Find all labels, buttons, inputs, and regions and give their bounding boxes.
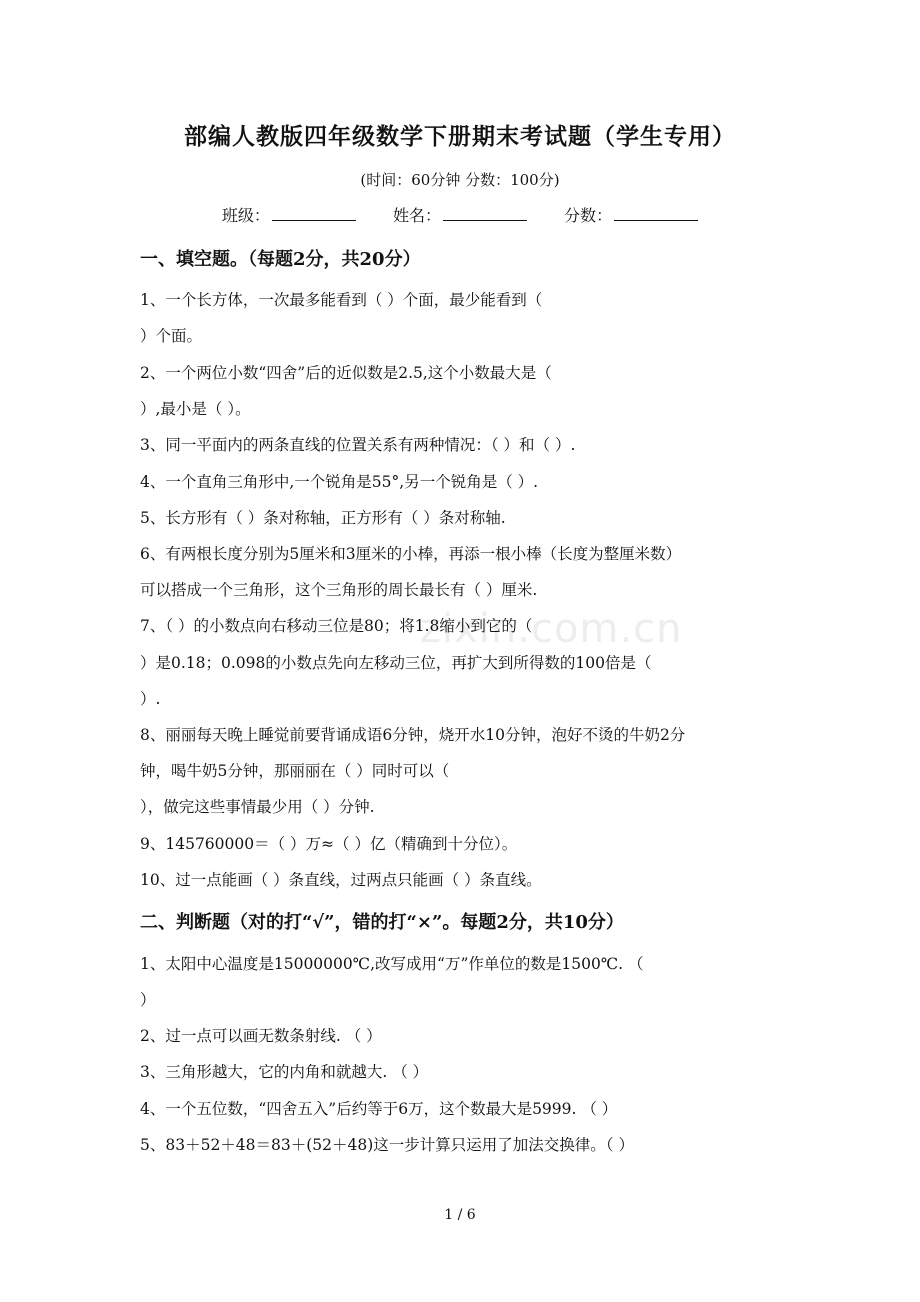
question-line: 钟，喝牛奶5分钟，那丽丽在（ ）同时可以（ xyxy=(140,762,450,780)
score-label: 分数： xyxy=(564,206,613,225)
page-title: 部编人教版四年级数学下册期末考试题（学生专用） xyxy=(184,123,736,150)
question-line: 1、一个长方体，一次最多能看到（ ）个面，最少能看到（ xyxy=(140,291,543,309)
section-heading-fill-blank: 一、填空题。（每题2分，共20分） xyxy=(140,249,421,270)
question-line: ）是0.18；0.098的小数点先向左移动三位，再扩大到所得数的100倍是（ xyxy=(140,654,652,672)
question-line: 可以搭成一个三角形，这个三角形的周长最长有（ ）厘米. xyxy=(140,581,538,599)
question-line: 8、丽丽每天晚上睡觉前要背诵成语6分钟，烧开水10分钟，泡好不烫的牛奶2分 xyxy=(140,726,686,744)
score-blank xyxy=(614,206,698,221)
question-line: 4、一个五位数，“四舍五入”后约等于6万，这个数最大是5999. （ ） xyxy=(140,1100,618,1118)
question-line: 1、太阳中心温度是15000000℃,改写成用“万”作单位的数是1500℃. （ xyxy=(140,955,644,973)
section-heading-true-false: 二、判断题（对的打“√”，错的打“×”。每题2分，共10分） xyxy=(140,912,624,933)
name-label: 姓名： xyxy=(392,206,441,225)
question-line: ）. xyxy=(140,690,161,708)
question-line: 6、有两根长度分别为5厘米和3厘米的小棒，再添一根小棒（长度为整厘米数） xyxy=(140,545,682,563)
student-info-line xyxy=(0,203,920,226)
score-field xyxy=(564,203,698,226)
question-line: 5、长方形有（ ）条对称轴，正方形有（ ）条对称轴. xyxy=(140,509,506,527)
class-blank xyxy=(272,206,356,221)
question-line: 3、同一平面内的两条直线的位置关系有两种情况：（ ）和（ ）. xyxy=(140,436,576,454)
question-line: ）,最小是（ ）。 xyxy=(140,400,251,418)
name-blank xyxy=(443,206,527,221)
question-line: 9、145760000＝（ ）万≈（ ）亿（精确到十分位）。 xyxy=(140,835,518,853)
watermark-text: zixin.com.cn xyxy=(420,606,683,652)
question-line: 7、（ ）的小数点向右移动三位是80；将1.8缩小到它的（ xyxy=(140,617,533,635)
question-line: ）个面。 xyxy=(140,327,203,345)
class-field xyxy=(222,203,356,226)
question-line: 5、83＋52＋48＝83＋(52＋48)这一步计算只运用了加法交换律。（ ） xyxy=(140,1136,634,1154)
page-number: 1 / 6 xyxy=(444,1207,476,1223)
question-line: 4、一个直角三角形中,一个锐角是55°,另一个锐角是（ ）. xyxy=(140,473,539,491)
question-line: ） xyxy=(140,991,156,1009)
question-line: 3、三角形越大，它的内角和就越大. （ ） xyxy=(140,1063,429,1081)
name-field xyxy=(393,203,527,226)
exam-time-score: (时间：60分钟 分数：100分) xyxy=(360,171,560,189)
question-line: 2、一个两位小数“四舍”后的近似数是2.5,这个小数最大是（ xyxy=(140,364,552,382)
question-line: ），做完这些事情最少用（ ）分钟. xyxy=(140,798,375,816)
question-line: 10、过一点能画（ ）条直线，过两点只能画（ ）条直线。 xyxy=(140,871,542,889)
class-label: 班级： xyxy=(221,206,270,225)
question-line: 2、过一点可以画无数条射线. （ ） xyxy=(140,1027,382,1045)
